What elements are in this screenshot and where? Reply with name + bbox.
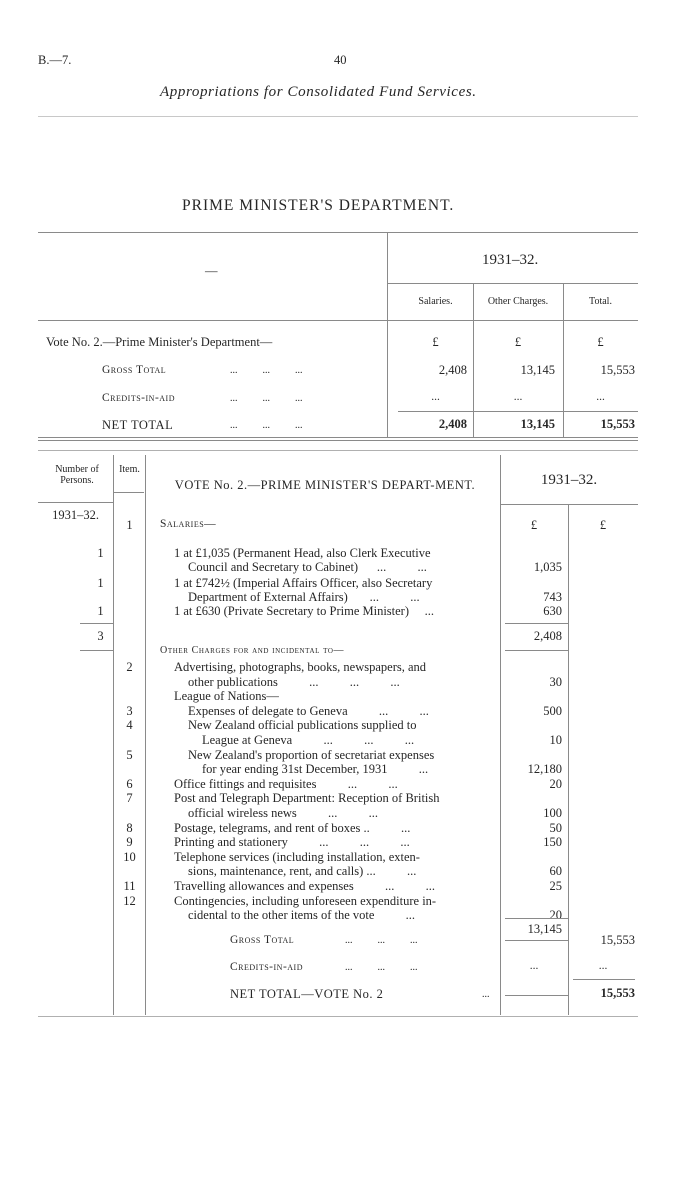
detail-vote-title: VOTE No. 2.—PRIME MINISTER'S DEPART-MENT. — [174, 478, 476, 492]
other-charges-heading: Other Charges for and incidental to— — [160, 645, 345, 656]
detail-divider-item — [145, 455, 146, 1015]
salary-amount-3: 630 — [543, 604, 562, 618]
header-rule — [38, 116, 638, 117]
detail-divider-number — [113, 455, 114, 1015]
other-charge-text: Office fittings and requisites ... ... — [174, 777, 398, 791]
other-charge-text: Travelling allowances and expenses ... ... — [174, 879, 435, 893]
other-charge-text: League of Nations— — [174, 689, 279, 703]
other-charge-text: Post and Telegraph Department: Reception of British — [174, 791, 440, 805]
other-charge-amount: 10 — [549, 733, 562, 747]
summary-gross-other: 13,145 — [520, 363, 555, 377]
summary-header-rule — [38, 320, 638, 321]
col-header-item: Item. — [119, 464, 140, 475]
currency-salaries: £ — [432, 335, 439, 349]
col-header-other-charges: Other Charges. — [487, 296, 549, 307]
other-charge-item-number: 9 — [126, 835, 133, 849]
running-title: Appropriations for Consolidated Fund Services. — [160, 84, 477, 100]
other-charges-total: 13,145 — [527, 922, 562, 936]
vote-label: Vote No. 2.—Prime Minister's Department— — [46, 335, 273, 349]
salary-persons-1: 1 — [97, 546, 104, 560]
summary-net-salaries: 2,408 — [438, 417, 467, 431]
summary-gross-dots: ... ... ... — [230, 365, 303, 376]
other-charge-amount: 150 — [543, 835, 562, 849]
other-charge-text: New Zealand official publications supplied to — [188, 718, 417, 732]
report-reference: B.—7. — [38, 53, 72, 67]
salary-line-2b: Department of External Affairs) ... ... — [188, 590, 420, 604]
salary-amount-2: 743 — [543, 590, 562, 604]
other-charge-amount: 12,180 — [527, 762, 562, 776]
other-charge-item-number: 8 — [126, 821, 133, 835]
other-charge-text: Expenses of delegate to Geneva ... ... — [188, 704, 429, 718]
other-charge-text: Postage, telegrams, and rent of boxes .. ... — [174, 821, 411, 835]
detail-credits-col2: ... — [598, 960, 608, 972]
detail-net-dots: ... — [482, 989, 490, 1000]
salary-line-1b: Council and Secretary to Cabinet) ... ... — [188, 560, 427, 574]
other-close-rule — [505, 940, 568, 941]
currency-other: £ — [514, 335, 522, 349]
other-subtotal-rule — [505, 918, 568, 919]
other-charge-amount: 20 — [549, 908, 562, 922]
other-charge-text: New Zealand's proportion of secretariat expenses — [188, 748, 435, 762]
persons-year: 1931–32. — [52, 508, 99, 522]
col-header-salaries: Salaries. — [418, 296, 453, 307]
summary-year: 1931–32. — [482, 252, 539, 268]
summary-dash: — — [205, 264, 218, 278]
detail-top-rule — [38, 450, 638, 451]
persons-subtotal-rule — [80, 623, 113, 624]
other-charge-amount: 30 — [549, 675, 562, 689]
salary-persons-2: 1 — [97, 576, 104, 590]
salary-persons-3: 1 — [97, 604, 104, 618]
summary-divider — [387, 232, 388, 437]
detail-bottom-rule — [38, 1016, 638, 1017]
summary-bottom-rule — [38, 437, 638, 438]
salaries-close-rule — [505, 650, 568, 651]
other-charge-amount: 100 — [543, 806, 562, 820]
summary-year-rule — [387, 283, 638, 284]
col-header-number-of-persons: Number of Persons. — [55, 464, 99, 486]
summary-credits-total: ... — [596, 391, 605, 403]
summary-net-rule — [398, 411, 638, 412]
other-charge-text: Printing and stationery ... ... ... — [174, 835, 410, 849]
detail-net-total: 15,553 — [600, 986, 635, 1000]
currency-total: £ — [597, 335, 604, 349]
other-charge-amount: 500 — [543, 704, 562, 718]
summary-net-total: 15,553 — [600, 417, 635, 431]
detail-currency-1: £ — [530, 518, 538, 532]
net-col1-rule — [505, 995, 568, 996]
summary-credits-salaries: ... — [431, 391, 440, 403]
other-charge-item-number: 2 — [126, 660, 133, 674]
other-charge-text: other publications ... ... ... — [188, 675, 400, 689]
other-charge-text: sions, maintenance, rent, and calls) ... ... — [188, 864, 417, 878]
salary-line-3a: 1 at £630 (Private Secretary to Prime Minister) ... — [174, 604, 435, 618]
other-charge-item-number: 4 — [126, 718, 133, 732]
other-charge-item-number: 11 — [123, 879, 136, 893]
salaries-total: 2,408 — [533, 629, 562, 643]
other-charge-text: cidental to the other items of the vote ... — [188, 908, 416, 922]
other-charge-item-number: 3 — [126, 704, 133, 718]
other-charge-amount: 50 — [549, 821, 562, 835]
other-charge-item-number: 7 — [126, 791, 133, 805]
summary-gross-total-label: Gross Total — [102, 364, 167, 376]
other-charge-amount: 25 — [549, 879, 562, 893]
item-header-rule — [114, 492, 144, 493]
detail-credits-dots: ... ... ... — [345, 962, 418, 973]
detail-gross-dots: ... ... ... — [345, 935, 418, 946]
salaries-subtotal-rule — [505, 623, 568, 624]
detail-gross-total: 15,553 — [600, 933, 635, 947]
other-charge-text: for year ending 31st December, 1931 ... — [202, 762, 429, 776]
persons-close-rule — [80, 650, 113, 651]
col-header-total: Total. — [589, 296, 612, 307]
detail-currency-2: £ — [599, 518, 607, 532]
summary-net-other: 13,145 — [520, 417, 555, 431]
other-charge-text: Telephone services (including installation, exten- — [174, 850, 420, 864]
net-col2-rule — [573, 979, 635, 980]
salary-line-1a: 1 at £1,035 (Permanent Head, also Clerk Executive — [174, 546, 431, 560]
salaries-heading: Salaries— — [160, 518, 217, 530]
summary-top-rule — [38, 232, 638, 233]
summary-credits-other: ... — [513, 391, 523, 403]
summary-net-total-label: NET TOTAL — [102, 418, 174, 432]
summary-gross-total: 15,553 — [600, 363, 635, 377]
salary-amount-1: 1,035 — [533, 560, 562, 574]
page-number: 40 — [334, 53, 347, 67]
other-charge-text: official wireless news ... ... — [188, 806, 379, 820]
summary-net-dots: ... ... ... — [230, 420, 303, 431]
salaries-item-number: 1 — [126, 518, 133, 532]
detail-credits-col1: ... — [529, 960, 539, 972]
other-charge-amount: 20 — [549, 777, 562, 791]
salaries-persons-total: 3 — [97, 629, 104, 643]
other-charge-text: Contingencies, including unforeseen expenditure in- — [174, 894, 437, 908]
salary-line-2a: 1 at £742½ (Imperial Affairs Officer, also Secretary — [174, 576, 433, 590]
detail-net-total-label: NET TOTAL—VOTE No. 2 — [230, 987, 384, 1001]
detail-year: 1931–32. — [540, 472, 598, 488]
persons-header-rule — [38, 502, 113, 503]
other-charge-item-number: 10 — [123, 850, 136, 864]
summary-credits-label: Credits-in-aid — [102, 392, 175, 404]
other-charge-item-number: 6 — [126, 777, 133, 791]
detail-gross-total-label: Gross Total — [230, 934, 295, 946]
summary-credits-dots: ... ... ... — [230, 393, 303, 404]
other-charge-text: Advertising, photographs, books, newspapers, and — [174, 660, 427, 674]
detail-year-rule — [500, 504, 638, 505]
department-title: PRIME MINISTER'S DEPARTMENT. — [182, 197, 455, 214]
summary-gross-salaries: 2,408 — [438, 363, 467, 377]
other-charge-item-number: 12 — [123, 894, 136, 908]
summary-bottom-rule-2 — [38, 440, 638, 441]
detail-credits-label: Credits-in-aid — [230, 961, 303, 973]
other-charge-text: League at Geneva ... ... ... — [202, 733, 415, 747]
other-charge-item-number: 5 — [126, 748, 133, 762]
other-charge-amount: 60 — [549, 864, 562, 878]
